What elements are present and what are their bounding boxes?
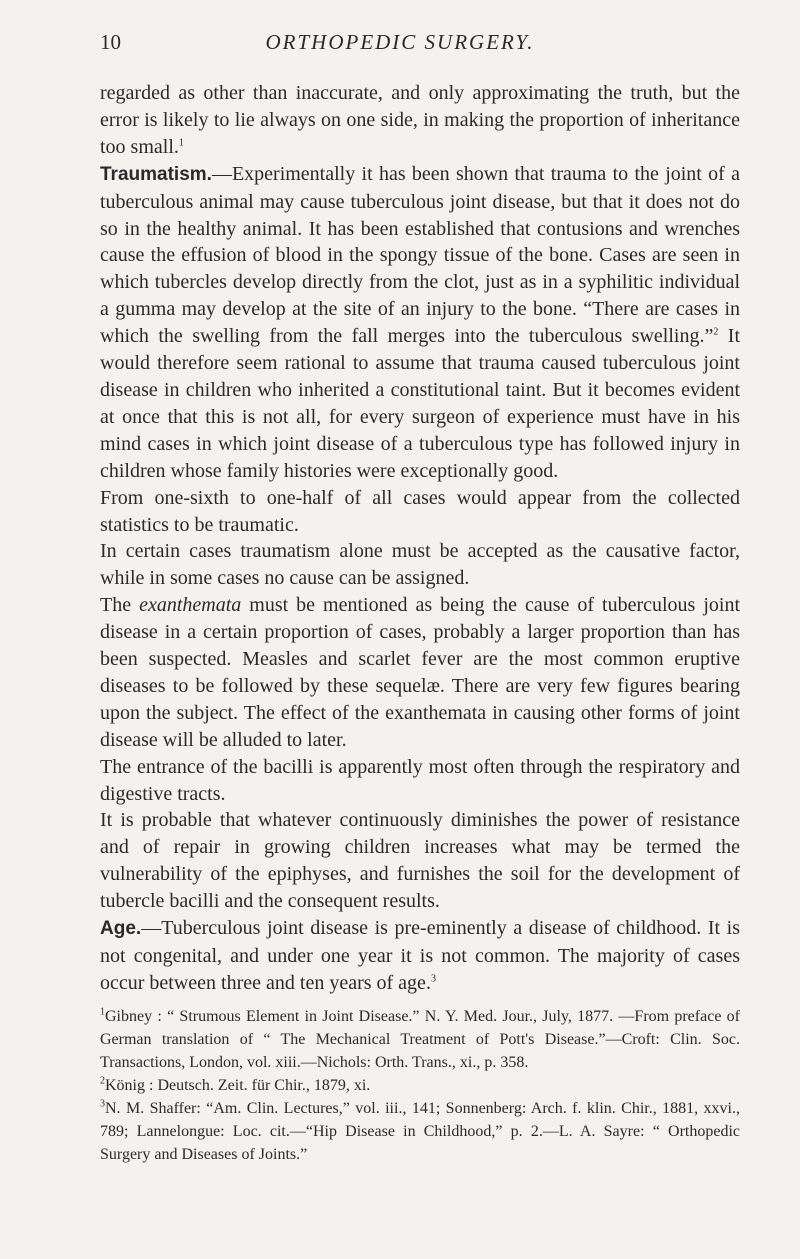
footnote-number: 1	[100, 1006, 105, 1018]
body-text	[100, 80, 740, 1166]
page-number: 10	[100, 30, 121, 54]
paragraph-7: It is probable that whatever continuously diminishes the power of resistance and of repair in growing children increases what may be termed the vulnerability of the epiphyses, and furnishes the soil for the development of tubercle bacilli and the consequent results.	[100, 809, 740, 913]
footnote-ref: 1	[178, 137, 184, 149]
paragraph-text: It would therefore seem rational to assume that trauma caused tuberculous joint disease in children who inherited a constitutional taint. But it becomes evident at once that this is not all, for every surgeon of experience must have in his mind cases in which joint disease of a tuberculous type has followed injury in children whose family histories were exceptionally good.	[100, 325, 740, 482]
paragraph-text: —Tuberculous joint disease is pre-eminently a disease of childhood. It is not congenital, and under one year it is not common. The majority of cases occur between three and ten years of age.	[100, 917, 740, 994]
paragraph-1	[100, 80, 740, 161]
paragraph-exanthemata	[100, 592, 740, 753]
footnote-number: 2	[100, 1075, 105, 1087]
italic-term: exanthemata	[139, 594, 242, 617]
paragraph-6: The entrance of the bacilli is apparently most often through the respiratory and digestive tracts.	[100, 755, 740, 805]
page-header	[0, 30, 800, 60]
footnote-number: 3	[100, 1098, 105, 1110]
section-lead-traumatism: Traumatism.	[100, 163, 212, 185]
paragraph-text: The	[100, 594, 140, 617]
footnote-1	[100, 1005, 740, 1074]
footnote-2	[100, 1074, 740, 1097]
paragraph-text: —Experimentally it has been shown that trauma to the joint of a tuberculous animal may cause tuberculous joint disease, but that it does not do so in the healthy animal. It has been established that contusions and wrenches cause the effusion of blood in the spongy tissue of the bone. Cases are seen in which tubercles develop directly from the clot, just as in a syphilitic individual a gumma may develop at the site of an injury to the bone. “There are cases in which the swelling from the fall merges into the tuberculous swelling.”	[100, 162, 740, 348]
paragraph-4: In certain cases traumatism alone must be accepted as the causative factor, while in some cases no cause can be assigned.	[100, 540, 740, 590]
paragraph-3: From one-sixth to one-half of all cases would appear from the collected statistics to be traumatic.	[100, 486, 740, 536]
footnote-3	[100, 1097, 740, 1166]
footnotes	[100, 1005, 740, 1166]
footnote-text: König : Deutsch. Zeit. für Chir., 1879, xi.	[105, 1076, 371, 1094]
footnote-ref: 3	[430, 973, 436, 985]
paragraph-age	[100, 915, 740, 997]
footnote-text: N. M. Shaffer: “Am. Clin. Lectures,” vol. iii., 141; Sonnenberg: Arch. f. klin. Chir., 1881, xxvi., 789; Lannelongue: Loc. cit.—“Hip Disease in Childhood,” p. 2.—L. A. Sayre: “ Orthopedic Surgery and Diseases of Joints.”	[100, 1099, 740, 1163]
paragraph-text: regarded as other than inaccurate, and only approximating the truth, but the error is likely to lie always on one side, in making the proportion of inheritance too small.	[100, 82, 740, 158]
paragraph-text: must be mentioned as being the cause of tuberculous joint disease in a certain proportion of cases, probably a larger proportion than has been suspected. Measles and scarlet fever are the most common eruptive diseases to be followed by these sequelæ. There are very few figures bearing upon the subject. The effect of the exanthemata in causing other forms of joint disease will be alluded to later.	[100, 594, 741, 751]
section-lead-age: Age.	[100, 918, 142, 940]
paragraph-traumatism	[100, 161, 740, 485]
footnote-ref: 2	[713, 326, 719, 338]
running-head: ORTHOPEDIC SURGERY.	[265, 30, 535, 54]
footnote-text: Gibney : “ Strumous Element in Joint Disease.” N. Y. Med. Jour., July, 1877. —From preface of German translation of “ The Mechanical Treatment of Pott's Disease.”—Croft: Clin. Soc. Transactions, London, vol. xiii.—Nichols: Orth. Trans., xi., p. 358.	[100, 1007, 740, 1071]
